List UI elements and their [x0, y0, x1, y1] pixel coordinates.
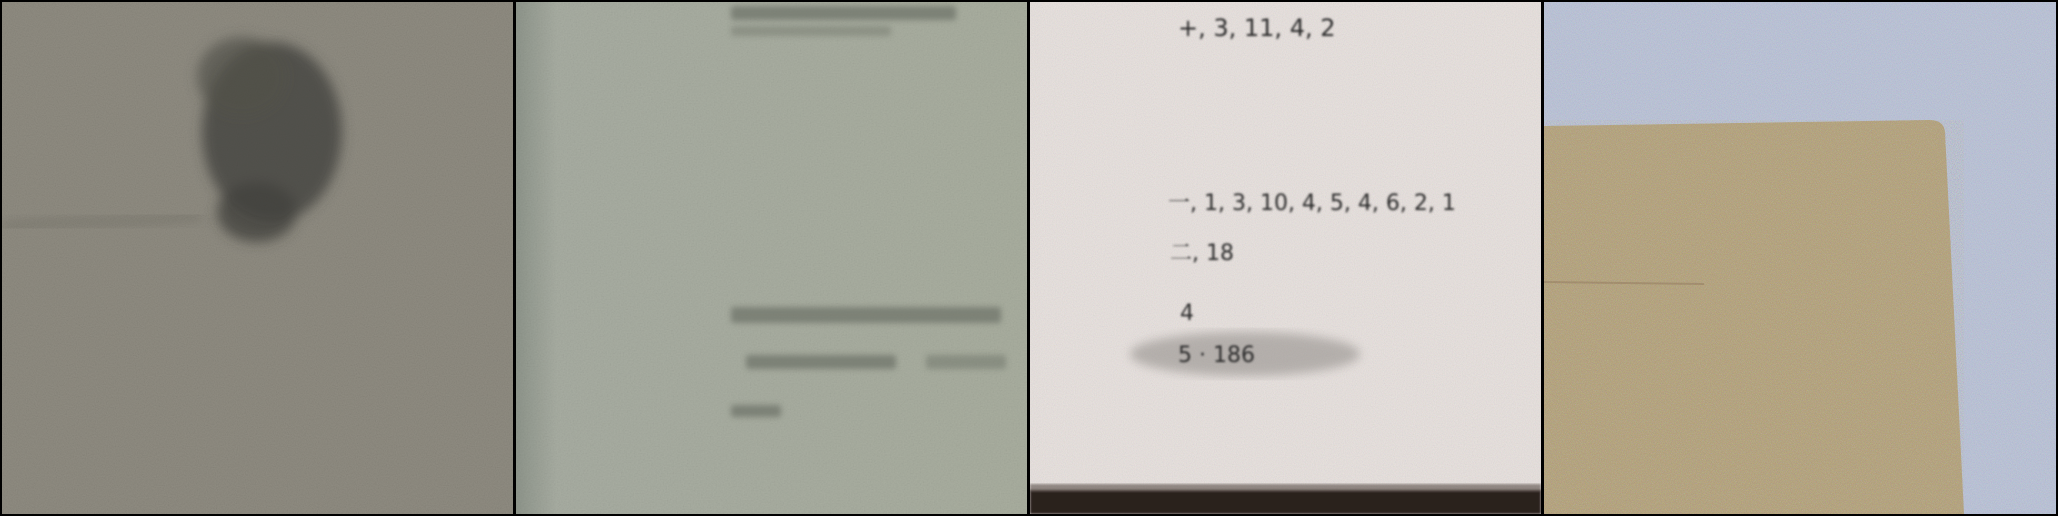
tan-paper-photo	[1544, 2, 2056, 514]
note-photo	[1030, 2, 1541, 514]
note-line-4: 4	[1180, 301, 1194, 326]
note-line-3: 二, 18	[1170, 241, 1234, 266]
tile-document	[516, 2, 1027, 514]
tile-concrete	[2, 2, 513, 514]
concrete-photo	[2, 2, 513, 514]
dark-bottom-edge	[1030, 490, 1541, 514]
tile-tan-paper	[1544, 2, 2056, 514]
tan-paper	[1544, 120, 1964, 514]
note-line-1: +, 3, 11, 4, 2	[1178, 14, 1336, 42]
document-photo	[516, 2, 1027, 514]
tile-handwritten-note	[1030, 2, 1541, 514]
note-line-5: 5 · 186	[1178, 343, 1255, 368]
note-line-2: 一, 1, 3, 10, 4, 5, 4, 6, 2, 1	[1168, 191, 1456, 216]
